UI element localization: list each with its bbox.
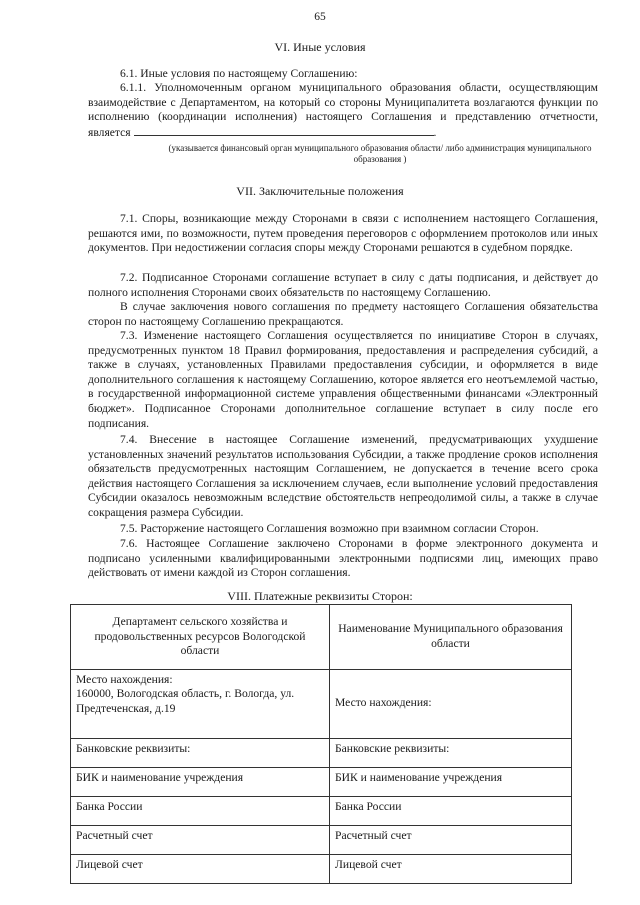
- fill-in-line: [134, 125, 434, 136]
- paragraph-7-6-text: 7.6. Настоящее Соглашение заключено Сторонами в форме электронного документа и подписано усиленными квалифицированными электронными подписями лиц, имеющих право действовать от имени каждой из Сторон соглашения.: [88, 537, 598, 580]
- central-bank-right: Банка России: [330, 796, 572, 825]
- location-left-label: Место нахождения:: [76, 672, 173, 686]
- paragraph-7-2-b: [88, 300, 598, 329]
- location-left-address: 160000, Вологодская область, г. Вологда, ул. Предтеченская, д.19: [76, 687, 295, 715]
- table-row: [71, 605, 572, 670]
- location-left-cell: [71, 669, 330, 738]
- header-department: Департамент сельского хозяйства и продовольственных ресурсов Вологодской области: [71, 605, 330, 670]
- fill-in-note: (указывается финансовый орган муниципального образования области/ либо администрация муниципального образования ): [168, 143, 592, 164]
- personal-account-right: Лицевой счет: [330, 854, 572, 883]
- bank-details-right: Банковские реквизиты:: [330, 738, 572, 767]
- section-7-title: VII. Заключительные положения: [236, 184, 404, 198]
- page-number: 65: [314, 11, 326, 23]
- settlement-account-right: Расчетный счет: [330, 825, 572, 854]
- bik-right: БИК и наименование учреждения: [330, 767, 572, 796]
- table-row: [71, 669, 572, 738]
- table-row: [71, 767, 572, 796]
- table-row: [71, 738, 572, 767]
- paragraph-6-1: [88, 67, 598, 82]
- paragraph-7-5: [88, 522, 598, 537]
- settlement-account-left: Расчетный счет: [71, 825, 330, 854]
- paragraph-7-4-text: 7.4. Внесение в настоящее Соглашение изменений, предусматривающих ухудшение установленных значений результатов использования Субсидии, а также продление сроков исполнения обязательств предусмотренных настоящим Соглашением, не допускается в течение всего срока действия настоящего Соглашения за исключением случаев, если выполнение условий предоставления Субсидии оказалось невозможным вследствие обстоятельств непреодолимой силы, а также в случае сокращения размера Субсидии.: [88, 433, 598, 519]
- paragraph-6-1-1-end: .: [433, 125, 437, 139]
- table-row: [71, 796, 572, 825]
- section-8-title: VIII. Платежные реквизиты Сторон:: [227, 589, 413, 603]
- table-row: [71, 825, 572, 854]
- bank-details-left: Банковские реквизиты:: [71, 738, 330, 767]
- paragraph-7-1-text: 7.1. Споры, возникающие между Сторонами в связи с исполнением настоящего Соглашения, решаются ими, по возможности, путем проведения переговоров с оформлением протоколов или иных документов. При недостижении согласия споры между Сторонами решаются в судебном порядке.: [88, 212, 598, 255]
- paragraph-7-6: [88, 537, 598, 581]
- header-municipality: Наименование Муниципального образования области: [330, 605, 572, 670]
- payment-details-table: [70, 604, 572, 884]
- location-right-label: Место нахождения:: [330, 669, 572, 738]
- paragraph-7-2-text: 7.2. Подписанное Сторонами соглашение вступает в силу с даты подписания, и действует до полного исполнения Сторонами своих обязательств по настоящему Соглашению.: [88, 271, 598, 299]
- paragraph-7-3-text: 7.3. Изменение настоящего Соглашения осуществляется по инициативе Сторон в случаях, предусмотренных пунктом 18 Правил формирования, предоставления и распределения субсидий, а также в случаях, установленных Правилами предоставления субсидии, и оформляется в виде дополнительного соглашения к настоящему Соглашению, которое является его неотъемлемой частью, в государственной информационной системе управления общественными финансами «Электронный бюджет». Подписанное Сторонами дополнительное соглашение вступает в силу после его подписания.: [88, 329, 598, 430]
- central-bank-left: Банка России: [71, 796, 330, 825]
- paragraph-7-4: [88, 433, 598, 521]
- personal-account-left: Лицевой счет: [71, 854, 330, 883]
- paragraph-7-1: [88, 212, 598, 256]
- section-6-title: VI. Иные условия: [274, 40, 366, 54]
- bik-left: БИК и наименование учреждения: [71, 767, 330, 796]
- paragraph-7-5-text: 7.5. Расторжение настоящего Соглашения возможно при взаимном согласии Сторон.: [120, 522, 539, 535]
- paragraph-7-2-b-text: В случае заключения нового соглашения по предмету настоящего Соглашения обязательства сторон по настоящему Соглашению прекращаются.: [88, 300, 598, 328]
- paragraph-6-1-1: [88, 81, 598, 140]
- paragraph-7-2: [88, 271, 598, 300]
- paragraph-7-3: [88, 329, 598, 431]
- table-row: [71, 854, 572, 883]
- paragraph-6-1-text: 6.1. Иные условия по настоящему Соглашению:: [120, 67, 358, 80]
- paragraph-6-1-1-text: 6.1.1. Уполномоченным органом муниципального образования области, осуществляющим взаимодействие с Департаментом, на который со стороны Муниципалитета возлагаются функции по исполнению (координации исполнения) настоящего Соглашения и представлению отчетности, является: [88, 81, 598, 139]
